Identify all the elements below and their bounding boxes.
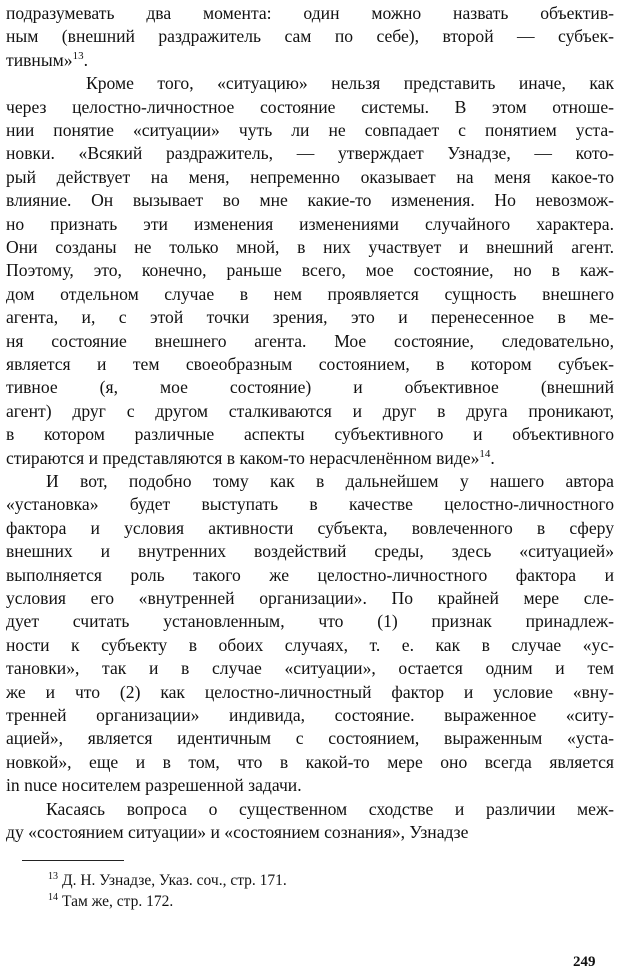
text-line: ным (внешний раздражитель сам по себе), второй — субъек- — [6, 26, 614, 47]
text-line: подразумевать два момента: один можно назвать объектив- — [6, 3, 614, 23]
text-line: в котором различные аспекты субъективного и объективного — [6, 424, 614, 445]
text-line: стираются и представляются в каком-то нерасчленённом виде»$^{14}$. — [6, 447, 495, 468]
text-line: дом отдельном случае в нем проявляется сущность внешнего — [6, 283, 614, 304]
text-line: тивное (я, мое состояние) и объективное (внешний — [6, 377, 614, 398]
text-line: тренней организации» индивида, состояние. выраженное «ситу- — [6, 705, 614, 725]
text-line: Поэтому, это, конечно, раньше всего, мое состояние, но в каж- — [6, 260, 614, 281]
text-line: ацией», является идентичным с состоянием, выраженным «уста- — [6, 728, 614, 749]
footnote-number: 14 — [48, 892, 58, 904]
text-line: in nuce носителем разрешенной задачи. — [6, 775, 302, 796]
text-line: ду «состоянием ситуации» и «состоянием сознания», Узнадзе — [6, 822, 469, 842]
footnote-number: 13 — [48, 871, 58, 883]
text-span: стираются и представляются в каком-то нерасчленённом виде» — [6, 447, 480, 468]
footnote-ref: 14 — [479, 447, 491, 460]
text-line: выполняется роль такого же целостно-личностного фактора и — [6, 564, 614, 585]
text-line: новкой», еще и в том, что в какой-то мере оно всегда является — [6, 751, 614, 772]
footnote — [48, 870, 287, 892]
text-line: через целостно-личностное состояние системы. В этом отноше- — [6, 96, 614, 117]
text-line: «установка» будет выступать в качестве целостно-личностного — [6, 494, 614, 515]
text-line: нии понятие «ситуации» чуть ли не совпадает с понятием уста- — [6, 120, 614, 140]
text-line: условия его «внутренней организации». По крайней мере сле- — [6, 588, 614, 608]
text-line: И вот, подобно тому как в дальнейшем у нашего автора — [46, 471, 614, 491]
footnote-rule — [22, 860, 124, 861]
text-line: агент) друг с другом сталкиваются и друг в друга проникают, — [6, 400, 614, 421]
text-line: же и что (2) как целостно-личностный фактор и условие «вну- — [6, 681, 614, 702]
text-line: Кроме того, «ситуацию» нельзя представить иначе, как — [86, 73, 614, 94]
text-span: тивным» — [6, 49, 73, 70]
footnote-ref: 13 — [72, 49, 84, 62]
text-line: рый действует на меня, непременно оказывает на меня какое-то — [6, 166, 614, 187]
text-line: фактора и условия активности субъекта, вовлеченного в сферу — [6, 517, 614, 538]
text-line: внешних и внутренних воздействий среды, здесь «ситуацией» — [6, 541, 614, 562]
footnote-text: Д. Н. Узнадзе, Указ. соч., стр. 171. — [62, 872, 287, 890]
text-line: ня состояние внешнего агента. Мое состояние, следовательно, — [6, 330, 614, 351]
text-line: влияние. Он вызывает во мне какие-то изменения. Но невозмож- — [6, 190, 614, 211]
text-line: тановки», так и в случае «ситуации», остается одним и тем — [6, 658, 614, 679]
text-line: является и тем своеобразным состоянием, в котором субъек- — [6, 354, 614, 374]
text-line: Они созданы не только мной, в них участвует и внешний агент. — [6, 237, 614, 257]
text-line: дует считать установленным, что (1) признак принадлеж- — [6, 611, 614, 632]
text-line: Касаясь вопроса о существенном сходстве и различии меж- — [46, 798, 614, 819]
text-line: но признать эти изменения изменениями случайного характера. — [6, 213, 614, 234]
text-line: ности к субъекту в обоих случаях, т. е. как в случае «ус- — [6, 634, 614, 655]
text-line: агента, и, с этой точки зрения, это и перенесенное в ме- — [6, 307, 614, 328]
page-number: 249 — [573, 954, 596, 970]
text-line: тивным»$^{13}$. — [6, 49, 88, 70]
text-line: новки. «Всякий раздражитель, — утверждает Узнадзе, — кото- — [6, 143, 614, 164]
footnote-text: Там же, стр. 172. — [62, 893, 174, 911]
footnote — [48, 891, 173, 913]
